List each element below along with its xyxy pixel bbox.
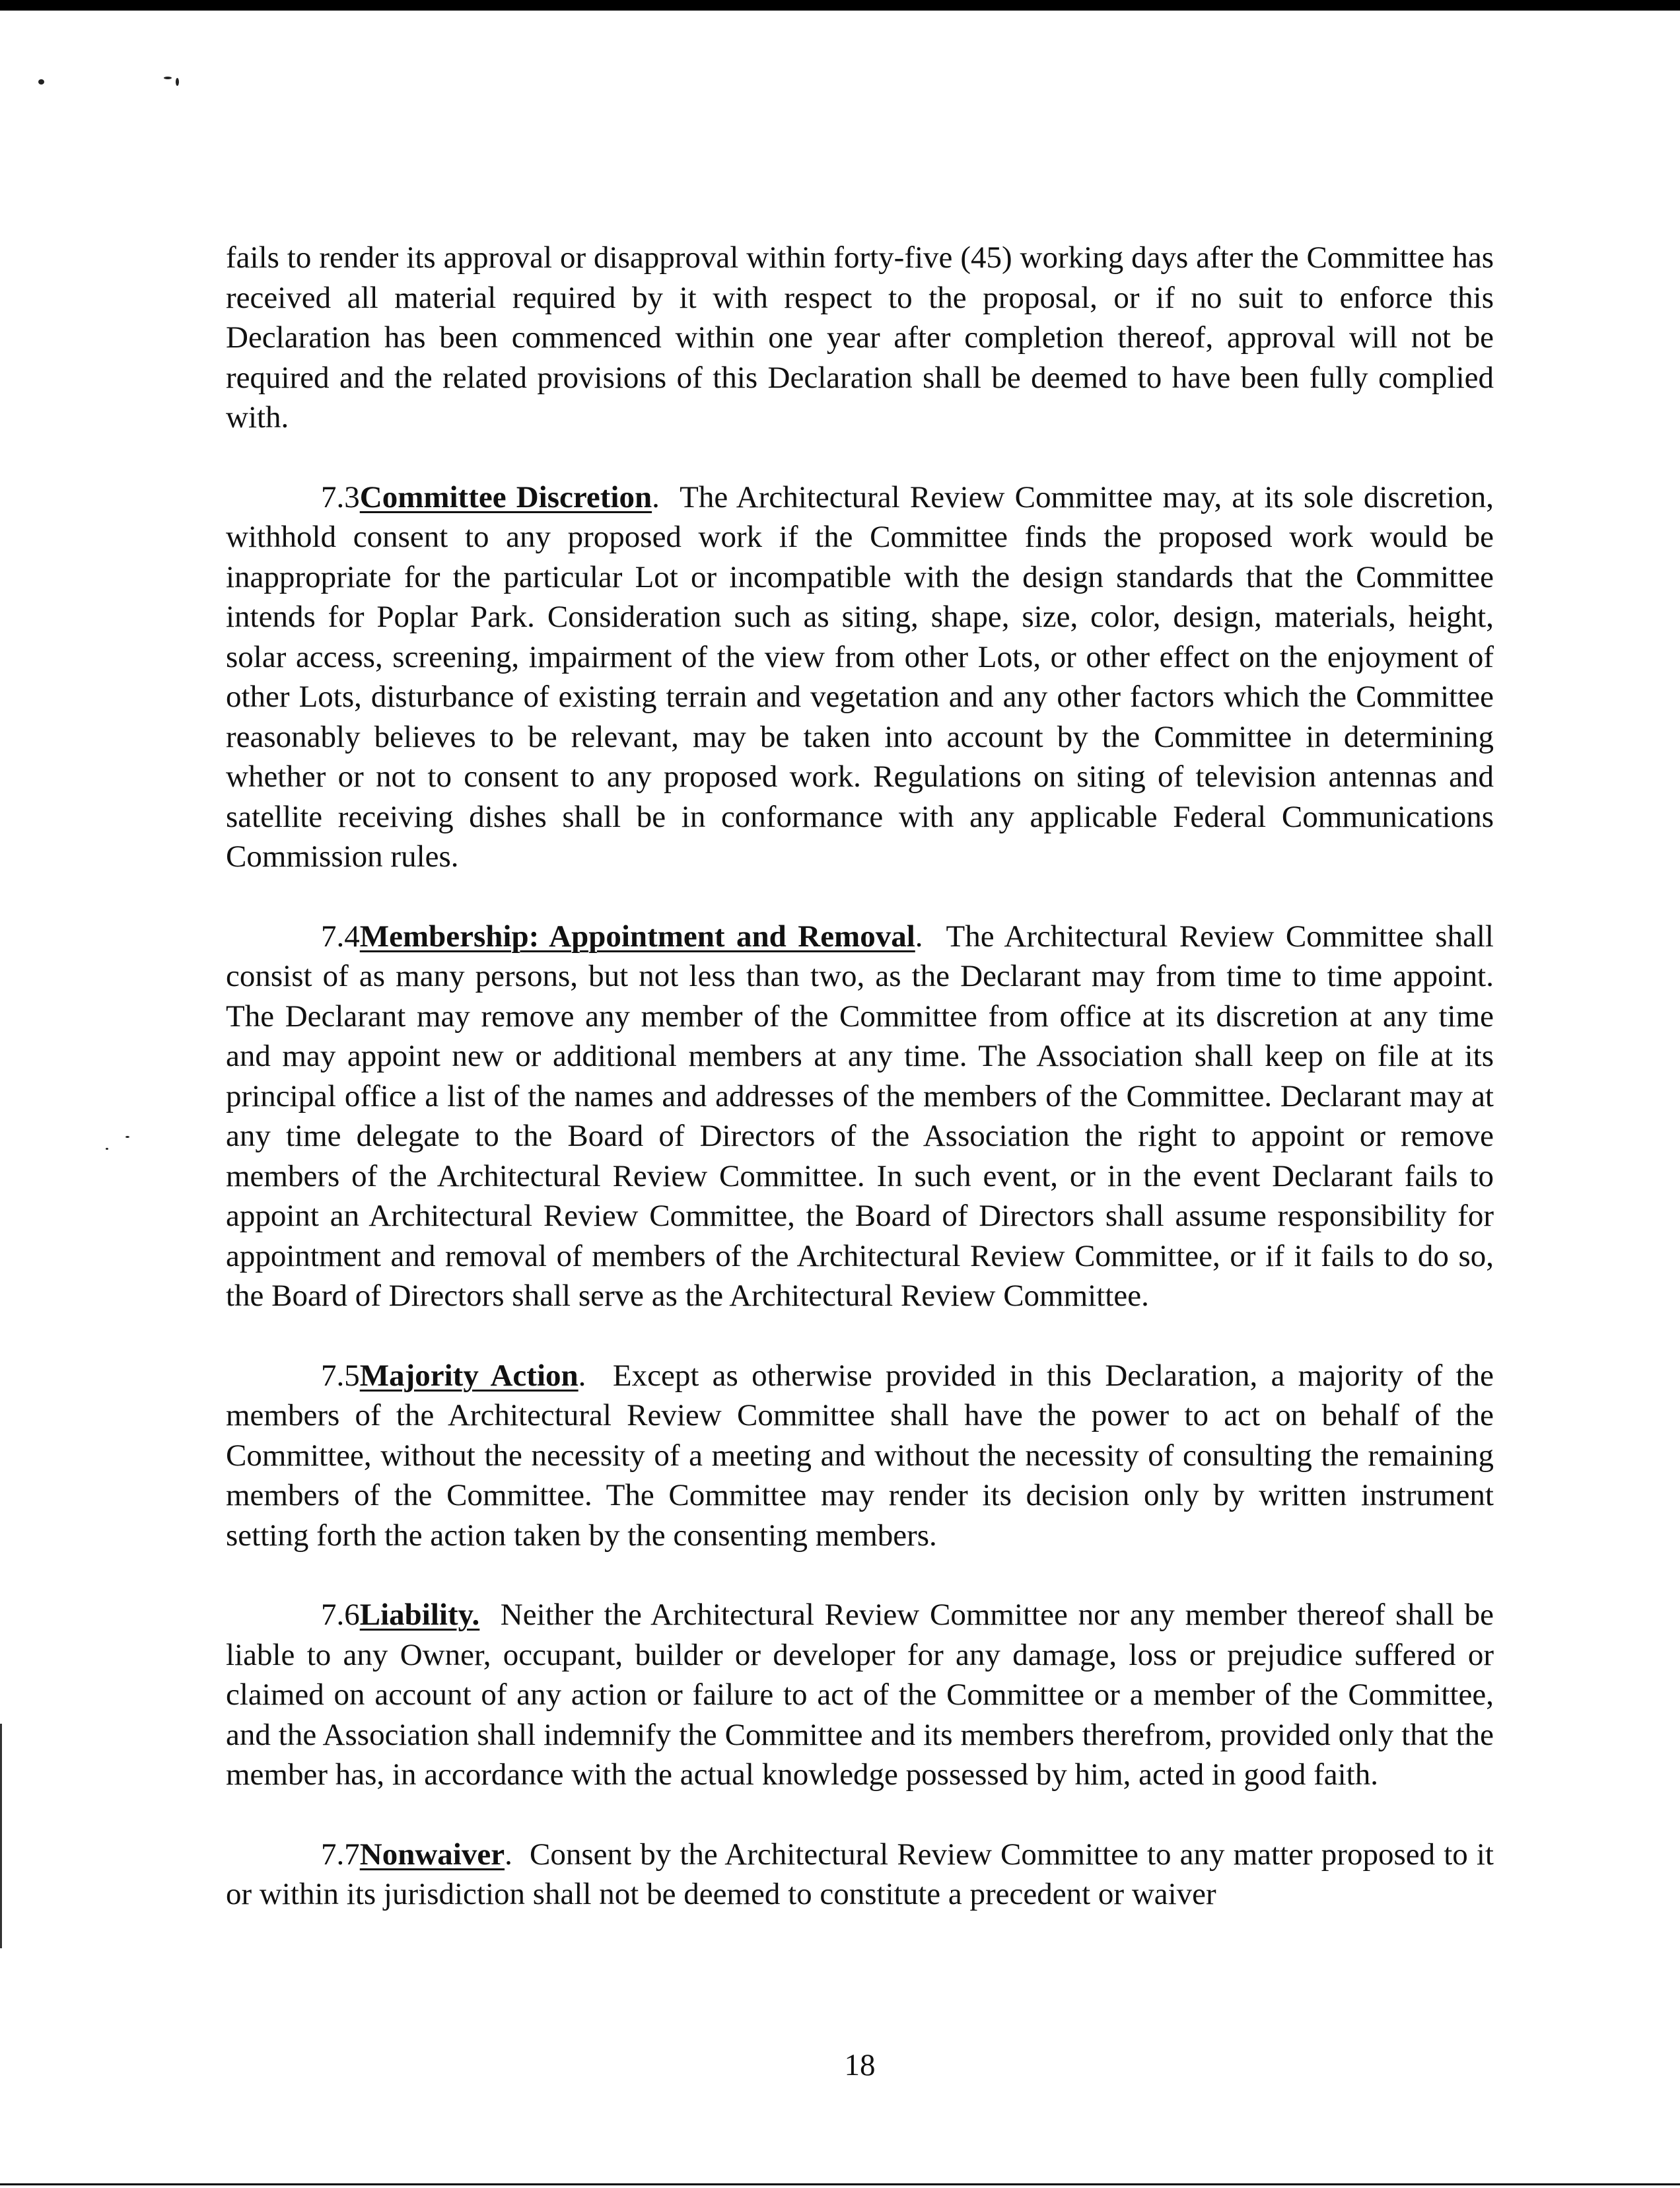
section-heading: Committee Discretion: [359, 479, 652, 514]
scan-top-border: [0, 0, 1680, 11]
scan-left-edge: [0, 1724, 2, 1948]
section-7-7: [226, 1835, 1494, 1915]
section-body: Except as otherwise provided in this Declaration, a majority of the members of the Architectural Review Committee shall have the power to act on behalf of the Committee, without the necessity of a meeting and without the necessity of consulting the remaining members of the Committee. The Committee may render its decision only by written instrument setting forth the action taken by the consenting members.: [226, 1358, 1494, 1553]
section-body: Neither the Architectural Review Committee nor any member thereof shall be liable to any Owner, occupant, builder or developer for any damage, loss or prejudice suffered or claimed on account of any action or failure to act of the Committee or a member of the Committee, and the Association shall indemnify the Committee and its members therefrom, provided only that the member has, in accordance with the actual knowledge possessed by him, acted in good faith.: [226, 1598, 1494, 1792]
page-number: 18: [844, 2048, 876, 2082]
section-number: 7.7: [321, 1837, 360, 1872]
document-body: [226, 238, 1494, 1954]
scan-speck: [38, 79, 44, 85]
section-heading: Nonwaiver: [359, 1837, 505, 1872]
scan-speck: [125, 1136, 129, 1138]
heading-period: .: [915, 919, 923, 954]
section-number: 7.6: [321, 1598, 360, 1632]
section-heading: Majority Action: [359, 1358, 578, 1393]
section-7-5: [226, 1356, 1494, 1556]
section-heading: Liability.: [359, 1598, 480, 1632]
section-body: The Architectural Review Committee may, at its sole discretion, withhold consent to any proposed work if the Committee finds the proposed work would be inappropriate for the particular Lot or incompatible with the design standards that the Committee intends for Poplar Park. Consideration such as siting, shape, size, color, design, materials, height, solar access, screening, impairment of the view from other Lots, or other effect on the enjoyment of other Lots, disturbance of existing terrain and vegetation and any other factors which the Committee reasonably believes to be relevant, may be taken into account by the Committee in determining whether or not to consent to any proposed work. Regulations on siting of television antennas and satellite receiving dishes shall be in conformance with any applicable Federal Communications Commission rules.: [226, 479, 1494, 874]
section-number: 7.3: [321, 479, 360, 514]
scan-speck: [164, 77, 172, 79]
opening-paragraph: fails to render its approval or disapproval within forty-five (45) working days after the Committee has received all material required by it with respect to the proposal, or if no suit to enforce this Declaration has been commenced within one year after completion thereof, approval will not be required and the related provisions of this Declaration shall be deemed to have been fully complied with.: [226, 240, 1494, 435]
section-7-3: [226, 477, 1494, 877]
scan-speck: [176, 78, 179, 86]
scan-bottom-border: [0, 2183, 1680, 2185]
section-body: Consent by the Architectural Review Committee to any matter proposed to it or within its jurisdiction shall not be deemed to constitute a precedent or waiver: [226, 1837, 1494, 1911]
section-body: The Architectural Review Committee shall consist of as many persons, but not less than two, as the Declarant may from time to time appoint. The Declarant may remove any member of the Committee from office at its discretion at any time and may appoint new or additional members at any time. The Association shall keep on file at its principal office a list of the names and addresses of the members of the Committee. Declarant may at any time delegate to the Board of Directors of the Association the right to appoint or remove members of the Architectural Review Committee. In such event, or in the event Declarant fails to appoint an Architectural Review Committee, the Board of Directors shall assume responsibility for appointment and removal of members of the Architectural Review Committee, or if it fails to do so, the Board of Directors shall serve as the Architectural Review Committee.: [226, 919, 1494, 1313]
section-7-6: [226, 1595, 1494, 1795]
heading-period: .: [652, 479, 660, 514]
section-7-4: [226, 917, 1494, 1316]
section-number: 7.5: [321, 1358, 360, 1393]
scan-speck: [106, 1148, 108, 1150]
section-number: 7.4: [321, 919, 360, 954]
section-heading: Membership: Appointment and Removal: [359, 919, 915, 954]
heading-period: .: [578, 1358, 586, 1393]
heading-period: .: [505, 1837, 512, 1872]
